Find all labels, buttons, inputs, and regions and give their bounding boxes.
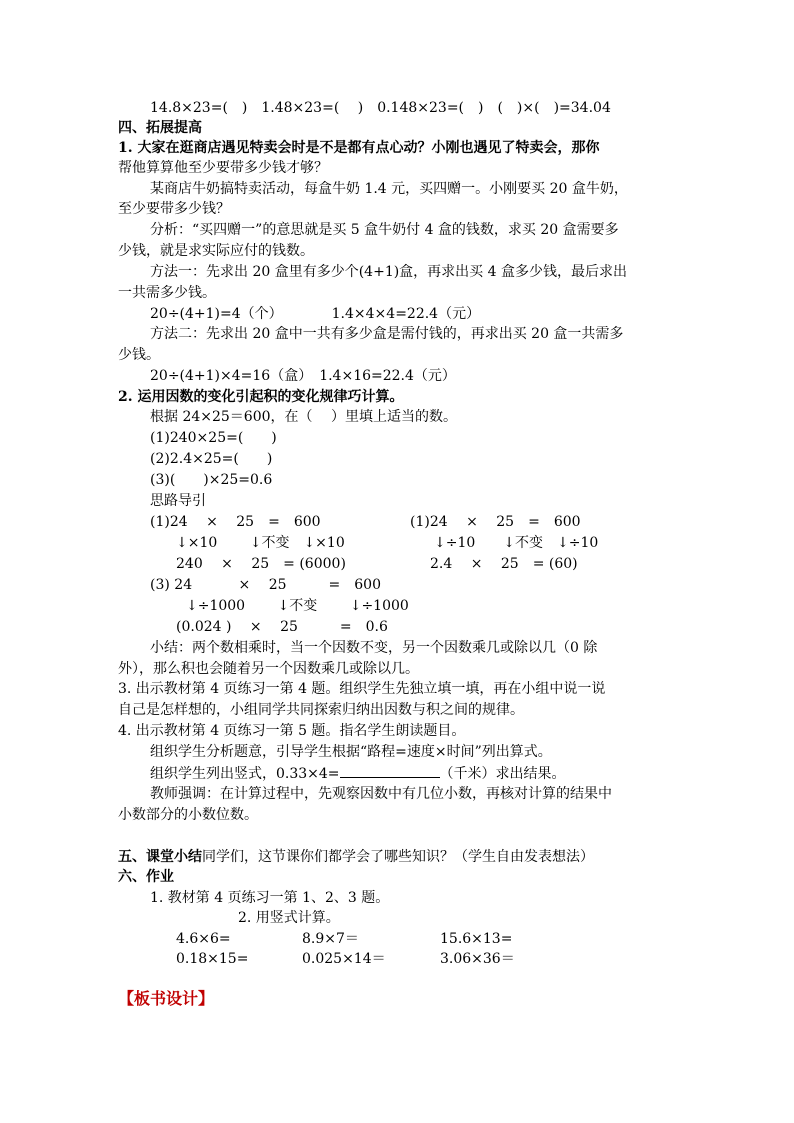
paragraph: 分析：“买四赠一”的意思就是买 5 盒牛奶付 4 盒的钱数，求买 20 盒需要多 xyxy=(150,222,619,238)
board-design-heading: 【板书设计】 xyxy=(118,989,215,1008)
question: (3)( )×25=0.6 xyxy=(150,472,273,488)
guide-row: (1)24 × 25 = 600 xyxy=(150,514,321,530)
text: （千米）求出结果。 xyxy=(439,766,566,782)
problem-1 xyxy=(118,138,600,158)
question: (2)2.4×25=( ) xyxy=(150,451,273,467)
guide-row: (1)24 × 25 = 600 xyxy=(410,514,581,530)
problem-2-heading: 2. 运用因数的变化引起积的变化规律巧计算。 xyxy=(118,389,404,405)
answer-blank xyxy=(340,763,440,778)
paragraph: 少钱。 xyxy=(118,347,160,363)
paragraph: 教师强调：在计算过程中，先观察因数中有几位小数，再核对计算的结果中 xyxy=(150,786,612,802)
text: 组织学生列出竖式，0.33×4= xyxy=(150,766,340,782)
section-heading-extend: 四、拓展提高 xyxy=(118,120,202,136)
exercise-line: 14.8×23=( ) 1.48×23=( ) 0.148×23=( ) ( )×( )=34.04 xyxy=(150,100,611,116)
calc-item: 0.18×15= xyxy=(176,951,249,967)
question: (1)240×25=( ) xyxy=(150,430,277,446)
problem-1-cont: 帮他算算他至少要带多少钱才够？ xyxy=(118,160,328,176)
paragraph: 至少要带多少钱？ xyxy=(118,201,230,217)
equation: 20÷(4+1)=4（个） 1.4×4×4=22.4（元） xyxy=(150,306,481,322)
guide-row: (3) 24 × 25 = 600 xyxy=(150,577,381,593)
guide-label: 思路导引 xyxy=(150,493,206,509)
problem-3-cont: 自己是怎样想的，小组同学共同探索归纳出因数与积之间的规律。 xyxy=(118,702,524,718)
paragraph: 根据 24×25＝600，在（ ）里填上适当的数。 xyxy=(150,409,457,425)
homework-item: 1. 教材第 4 页练习一第 1、2、3 题。 xyxy=(150,890,390,906)
calc-item: 8.9×7＝ xyxy=(302,931,359,947)
problem-4: 4. 出示教材第 4 页练习一第 5 题。指名学生朗读题目。 xyxy=(118,723,466,739)
paragraph: 一共需多少钱。 xyxy=(118,285,216,301)
section-summary xyxy=(118,847,594,867)
paragraph: 某商店牛奶搞特卖活动，每盒牛奶 1.4 元，买四赠一。小刚要买 20 盒牛奶， xyxy=(150,181,628,197)
calc-item: 15.6×13= xyxy=(440,931,513,947)
equation: 20÷(4+1)×4=16（盒） 1.4×16=22.4（元） xyxy=(150,368,456,384)
paragraph: 小数部分的小数位数。 xyxy=(118,807,258,823)
guide-row: (0.024 ) × 25 = 0.6 xyxy=(176,619,388,635)
calc-item: 0.025×14＝ xyxy=(302,951,386,967)
section-heading-summary: 五、课堂小结 xyxy=(118,849,202,865)
guide-row: 240 × 25 = (6000) xyxy=(176,556,346,572)
calc-item: 4.6×6= xyxy=(176,931,231,947)
guide-arrows: ↓÷1000 ↓不变 ↓÷1000 xyxy=(186,598,409,614)
section-heading-homework: 六、作业 xyxy=(118,869,174,885)
summary-cont: 外），那么积也会随着另一个因数乘几或除以几。 xyxy=(118,661,419,677)
summary-text: 同学们，这节课你们都学会了哪些知识？（学生自由发表想法） xyxy=(202,849,594,865)
calc-item: 3.06×36＝ xyxy=(440,951,515,967)
guide-arrows: ↓×10 ↓不变 ↓×10 xyxy=(176,535,345,551)
homework-item: 2. 用竖式计算。 xyxy=(238,910,340,926)
guide-row: 2.4 × 25 = (60) xyxy=(430,556,578,572)
paragraph xyxy=(150,763,566,784)
guide-arrows: ↓÷10 ↓不变 ↓÷10 xyxy=(434,535,599,551)
problem-1-text: 1. 大家在逛商店遇见特卖会时是不是都有点心动？小刚也遇见了特卖会，那你 xyxy=(118,140,600,156)
paragraph: 组织学生分析题意，引导学生根据“路程=速度×时间”列出算式。 xyxy=(150,744,552,760)
paragraph: 少钱，就是求实际应付的钱数。 xyxy=(118,243,314,259)
paragraph: 方法二：先求出 20 盒中一共有多少盒是需付钱的，再求出买 20 盒一共需多 xyxy=(150,326,624,342)
problem-3: 3. 出示教材第 4 页练习一第 4 题。组织学生先独立填一填，再在小组中说一说 xyxy=(118,681,606,697)
paragraph: 方法一：先求出 20 盒里有多少个(4+1)盒，再求出买 4 盒多少钱，最后求出 xyxy=(150,264,627,280)
summary: 小结：两个数相乘时，当一个因数不变，另一个因数乘几或除以几（0 除 xyxy=(150,640,598,656)
